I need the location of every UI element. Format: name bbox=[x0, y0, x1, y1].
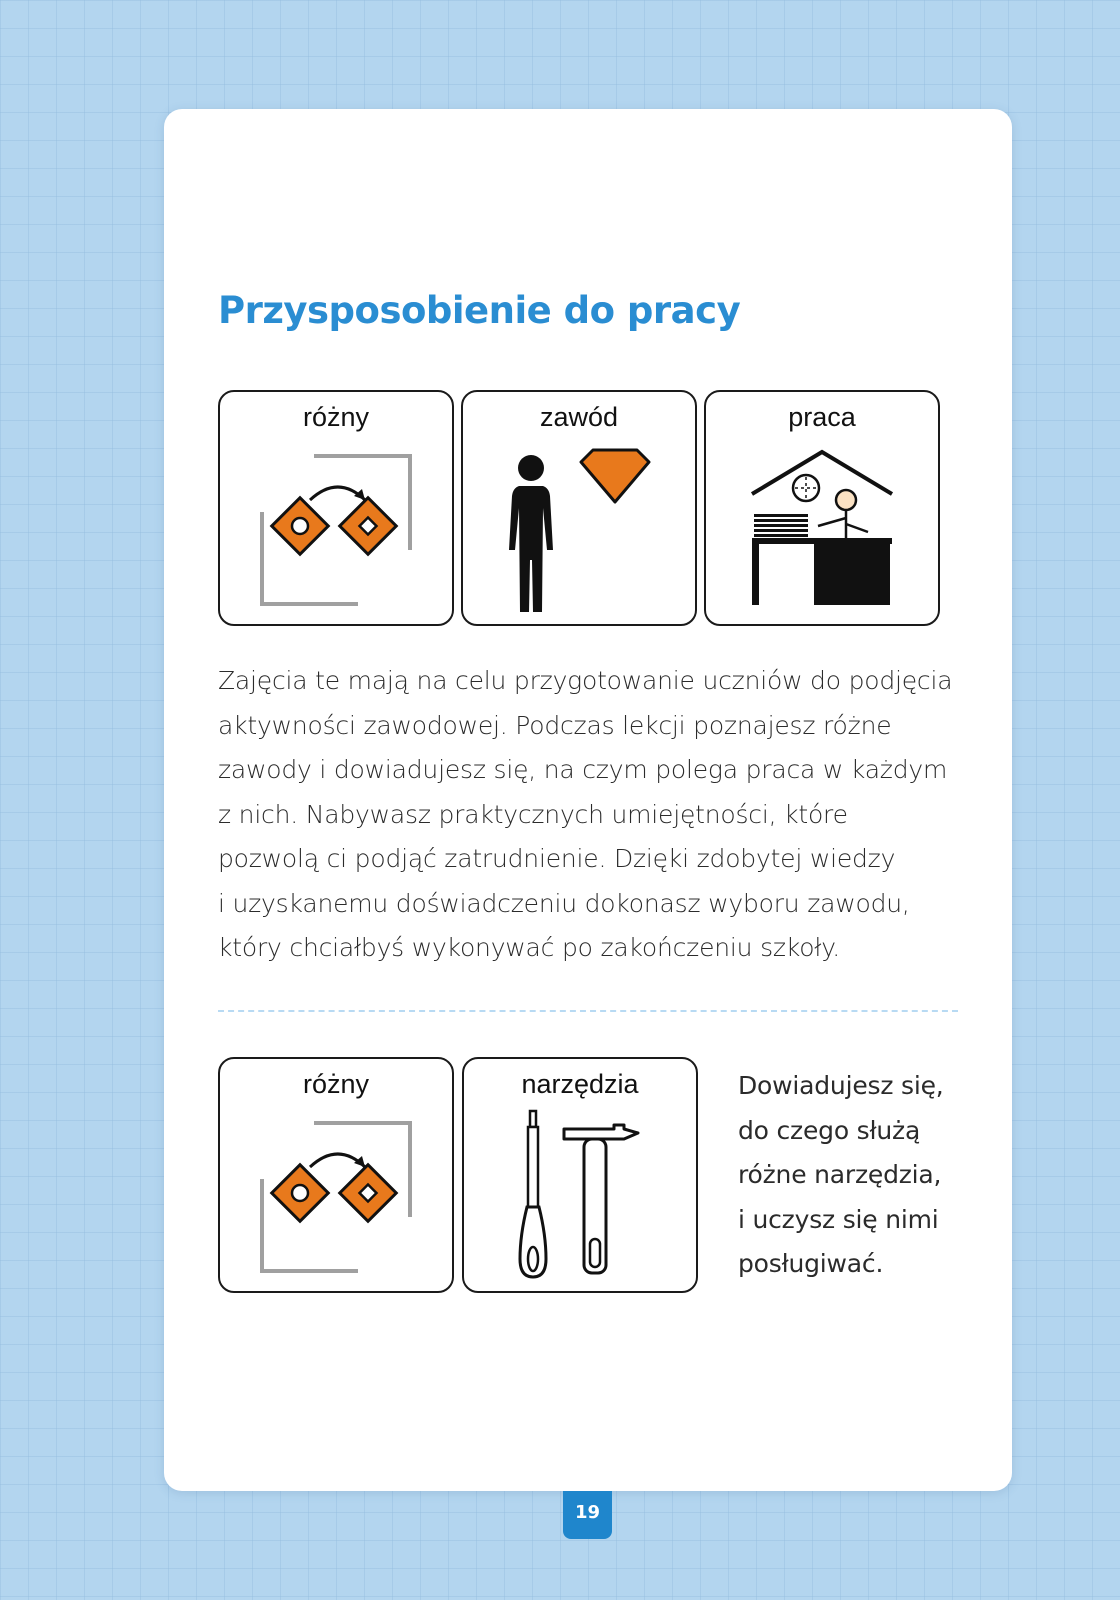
different-icon bbox=[220, 392, 452, 624]
body-line: zawody i dowiadujesz się, na czym polega praca w każdym bbox=[218, 755, 948, 784]
side-line: do czego służą bbox=[738, 1115, 921, 1145]
profession-icon bbox=[463, 392, 695, 624]
symbol-label: różny bbox=[302, 1069, 370, 1099]
work-icon bbox=[706, 392, 938, 624]
symbol-card-zawod bbox=[461, 390, 697, 626]
symbol-label: zawód bbox=[539, 402, 619, 432]
symbol-label: różny bbox=[302, 402, 370, 432]
side-line: Dowiadujesz się, bbox=[738, 1071, 944, 1100]
tools-description bbox=[738, 1064, 978, 1287]
body-line: i uzyskanemu doświadczeniu dokonasz wyboru zawodu, bbox=[218, 888, 910, 918]
different-icon bbox=[220, 1059, 452, 1291]
tools-icon bbox=[464, 1059, 696, 1291]
symbol-label: praca bbox=[788, 402, 856, 432]
body-line: z nich. Nabywasz praktycznych umiejętności, które bbox=[218, 799, 848, 829]
symbol-card-rozny-2 bbox=[218, 1057, 454, 1293]
body-line: aktywności zawodowej. Podczas lekcji poznajesz różne bbox=[218, 710, 892, 740]
description-paragraph bbox=[218, 659, 978, 971]
dashed-divider bbox=[218, 1010, 958, 1012]
page-title: Przysposobienie do pracy bbox=[218, 289, 741, 332]
side-line: różne narzędzia, bbox=[738, 1160, 942, 1189]
symbol-card-praca bbox=[704, 390, 940, 626]
side-line: i uczysz się nimi bbox=[738, 1204, 939, 1234]
page-card bbox=[164, 109, 1012, 1491]
body-line: który chciałbyś wykonywać po zakończeniu szkoły. bbox=[218, 933, 840, 962]
body-line: pozwolą ci podjąć zatrudnienie. Dzięki zdobytej wiedzy bbox=[218, 844, 896, 873]
symbol-card-rozny bbox=[218, 390, 454, 626]
symbol-card-narzedzia bbox=[462, 1057, 698, 1293]
side-line: posługiwać. bbox=[738, 1249, 884, 1278]
page-number-badge: 19 bbox=[563, 1491, 612, 1539]
symbol-label: narzędzia bbox=[521, 1069, 639, 1099]
body-line: Zajęcia te mają na celu przygotowanie uczniów do podjęcia bbox=[218, 666, 953, 695]
